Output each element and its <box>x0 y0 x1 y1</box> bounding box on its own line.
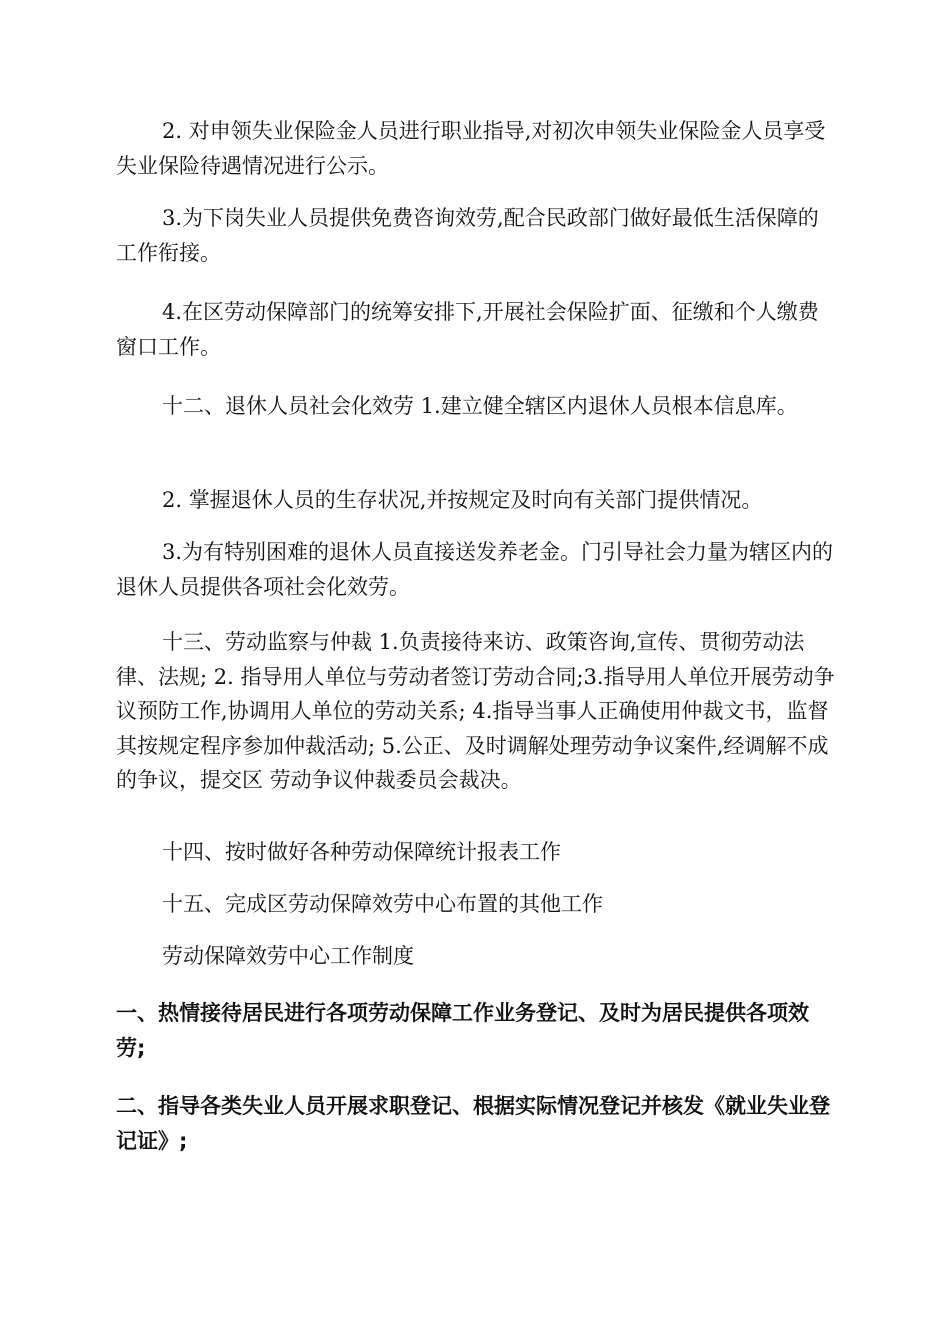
heading-work-rules: 劳动保障效劳中心工作制度 <box>162 944 414 968</box>
paragraph-free-consultation: 3.为下岗失业人员提供免费咨询效劳,配合民政部门做好最低生活保障的工作衔接。 <box>116 206 819 265</box>
paragraph-pension-delivery: 3.为有特别困难的退休人员直接送发养老金。门引导社会力量为辖区内的退休人员提供各项社会化效劳。 <box>116 540 834 599</box>
paragraph-retiree-status: 2. 掌握退休人员的生存状况,并按规定及时向有关部门提供情况。 <box>162 488 763 512</box>
paragraph-social-insurance-window: 4.在区劳动保障部门的统筹安排下,开展社会保险扩面、征缴和个人缴费窗口工作。 <box>116 300 819 359</box>
paragraph-unemployment-guidance: 2. 对申领失业保险金人员进行职业指导,对初次申领失业保险金人员享受失业保险待遇情况进行公示。 <box>116 119 826 178</box>
paragraph-section-twelve: 十二、退休人员社会化效劳 1.建立健全辖区内退休人员根本信息库。 <box>162 394 798 418</box>
paragraph-section-fifteen: 十五、完成区劳动保障效劳中心布置的其他工作 <box>162 892 603 916</box>
paragraph-section-thirteen: 十三、劳动监察与仲裁 1.负责接待来访、政策咨询,宣传、贯彻劳动法律、法规; 2. 指导用人单位与劳动者签订劳动合同;3.指导用人单位开展劳动争议预防工作,协调用人单位的劳动关系; 4.指导当事人正确使用仲裁文书，监督其按规定程序参加仲裁活动; 5.公正、及时调解处理劳动争议案件,经调解不成的争议，提交区 劳动争议仲裁委员会裁决。 <box>116 630 835 792</box>
paragraph-section-fourteen: 十四、按时做好各种劳动保障统计报表工作 <box>162 840 561 864</box>
paragraph-rule-one: 一、热情接待居民进行各项劳动保障工作业务登记、及时为居民提供各项效劳; <box>116 1001 809 1060</box>
paragraph-rule-two: 二、指导各类失业人员开展求职登记、根据实际情况登记并核发《就业失业登记证》; <box>116 1094 830 1153</box>
